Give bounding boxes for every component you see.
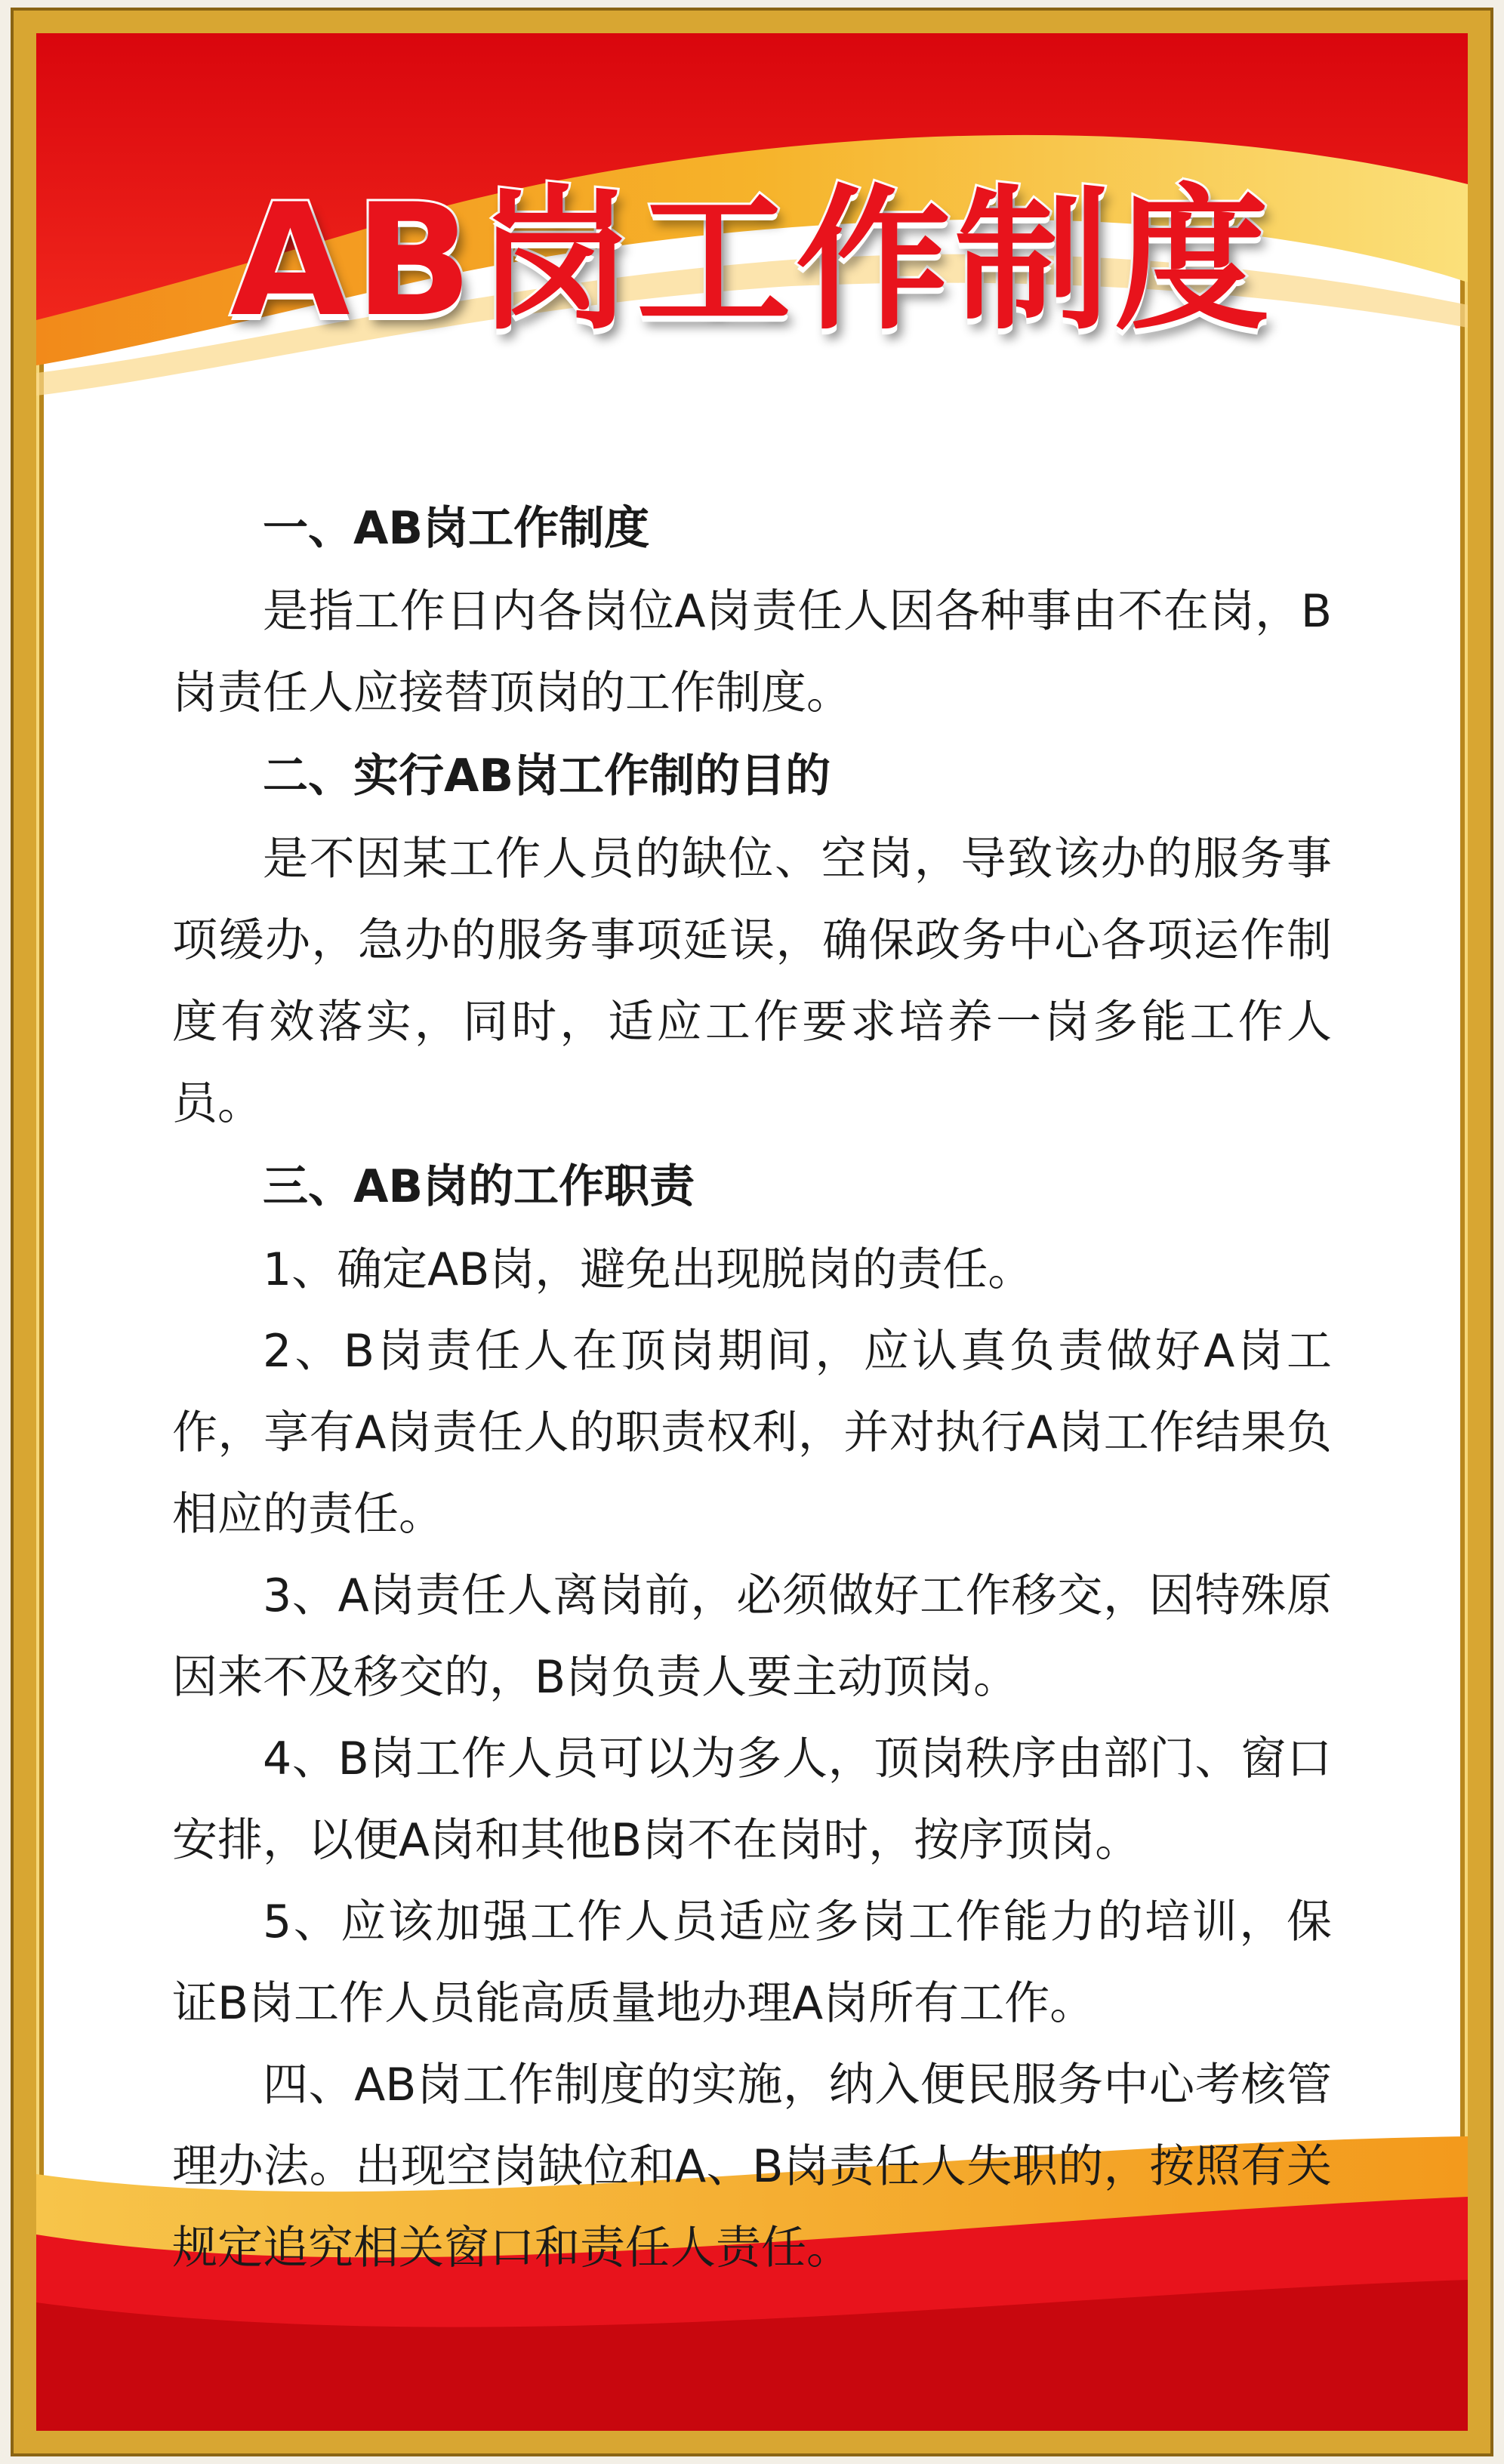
section-3-item: 3、A岗责任人离岗前，必须做好工作移交，因特殊原因来不及移交的，B岗负责人要主动顶岗。 — [172, 1569, 1332, 1704]
section-1-body: 是指工作日内各岗位A岗责任人因各种事由不在岗，B岗责任人应接替顶岗的工作制度。 — [172, 585, 1332, 719]
section-3-item: 4、B岗工作人员可以为多人，顶岗秩序由部门、窗口安排，以便A岗和其他B岗不在岗时，按序顶岗。 — [172, 1732, 1332, 1867]
section-3-item: 1、确定AB岗，避免出现脱岗的责任。 — [263, 1243, 1034, 1296]
section-3-item: 2、B岗责任人在顶岗期间，应认真负责做好A岗工作，享有A岗责任人的职责权利，并对执行A岗工作结果负相应的责任。 — [172, 1325, 1332, 1541]
section-3-heading: 三、AB岗的工作职责 — [263, 1160, 695, 1213]
section-1-heading: 一、AB岗工作制度 — [263, 502, 650, 555]
poster-frame — [14, 11, 1490, 2453]
section-3-item: 5、应该加强工作人员适应多岗工作能力的培训，保证B岗工作人员能高质量地办理A岗所有工作。 — [172, 1896, 1332, 2030]
section-4-body: 四、AB岗工作制度的实施，纳入便民服务中心考核管理办法。出现空岗缺位和A、B岗责任人失职的，按照有关规定追究相关窗口和责任人责任。 — [172, 2059, 1332, 2275]
poster-content — [172, 486, 1332, 2289]
poster-title: AB岗工作制度 — [230, 171, 1274, 351]
section-2-heading: 二、实行AB岗工作制的目的 — [263, 750, 831, 802]
section-2-body: 是不因某工作人员的缺位、空岗，导致该办的服务事项缓办，急办的服务事项延误，确保政务中心各项运作制度有效落实，同时，适应工作要求培养一岗多能工作人员。 — [172, 833, 1332, 1130]
